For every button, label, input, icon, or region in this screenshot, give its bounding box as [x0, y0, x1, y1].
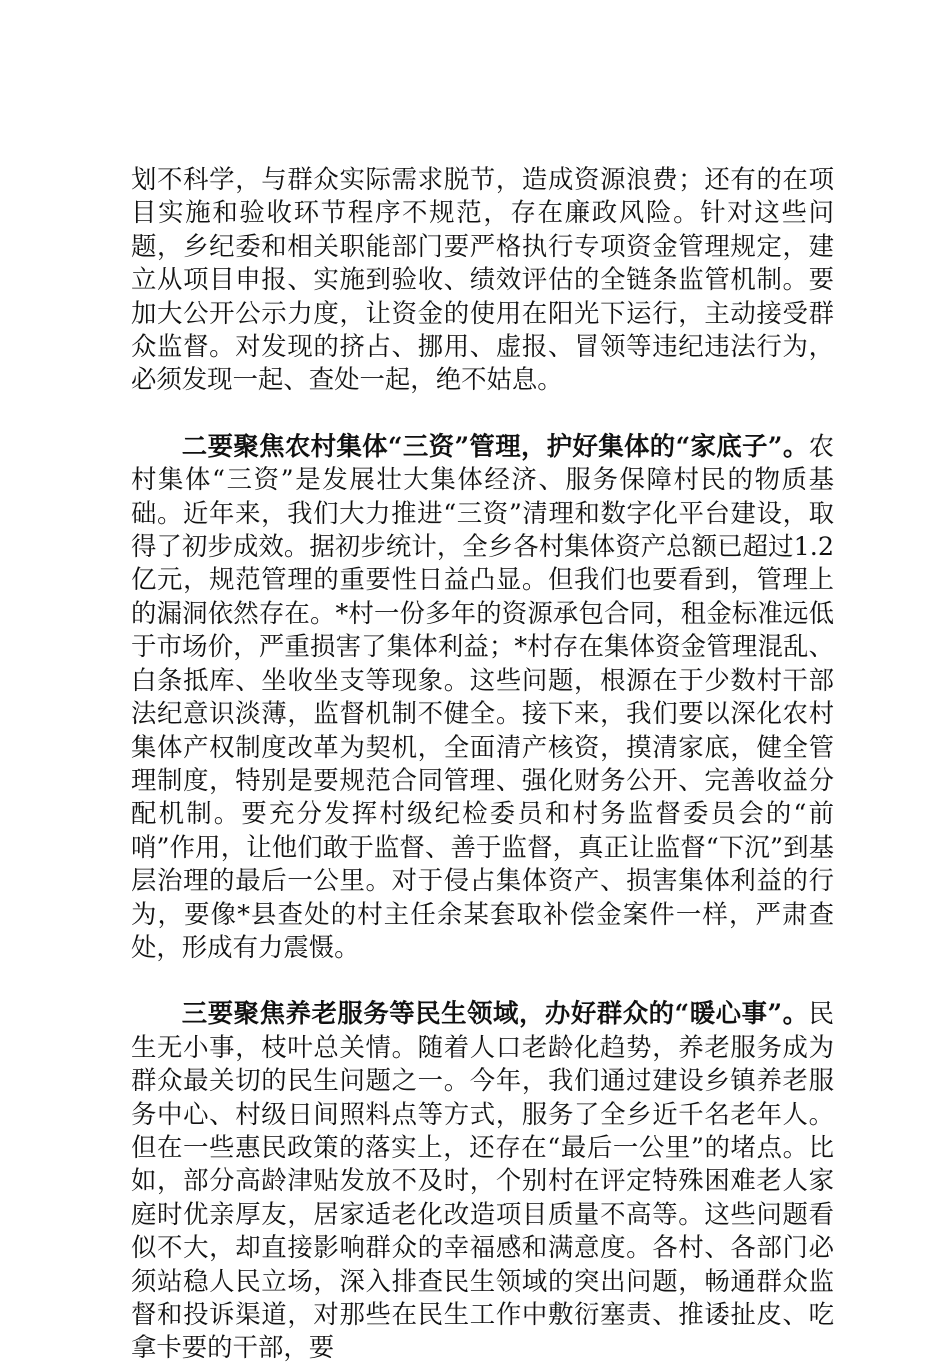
paragraph-2-text: 农村集体“三资”是发展壮大集体经济、服务保障村民的物质基础。近年来，我们大力推进“三资”清理和数字化平台建设，取得了初步成效。据初步统计，全乡各村集体资产总额已超过1.2亿元，规范管理的重要性日益凸显。但我们也要看到，管理上的漏洞依然存在。*村一份多年的资源承包合同，租金标准远低于市场价，严重损害了集体利益；*村存在集体资金管理混乱、白条抵库、坐收坐支等现象。这些问题，根源在于少数村干部法纪意识淡薄，监督机制不健全。接下来，我们要以深化农村集体产权制度改革为契机，全面清产核资，摸清家底，健全管理制度，特别是要规范合同管理、强化财务公开、完善收益分配机制。要充分发挥村级纪检委员和村务监督委员会的“前哨”作用，让他们敢于监督、善于监督，真正让监督“下沉”到基层治理的最后一公里。对于侵占集体资产、损害集体利益的行为，要像*县查处的村主任余某套取补偿金案件一样，严肃查处，形成有力震慑。: [131, 430, 834, 962]
paragraph-2-heading: 二要聚焦农村集体“三资”管理，护好集体的“家底子”。: [181, 430, 809, 461]
document-body: [131, 163, 834, 1365]
paragraph-1-text: 划不科学，与群众实际需求脱节，造成资源浪费；还有的在项目实施和验收环节程序不规范，存在廉政风险。针对这些问题，乡纪委和相关职能部门要严格执行专项资金管理规定，建立从项目申报、实施到验收、绩效评估的全链条监管机制。要加大公开公示力度，让资金的使用在阳光下运行，主动接受群众监督。对发现的挤占、挪用、虚报、冒领等违纪违法行为，必须发现一起、查处一起，绝不姑息。: [131, 164, 834, 395]
paragraph-3: [131, 997, 834, 1364]
paragraph-3-text: 民生无小事，枝叶总关情。随着人口老龄化趋势，养老服务成为群众最关切的民生问题之一。今年，我们通过建设乡镇养老服务中心、村级日间照料点等方式，服务了全乡近千名老年人。但在一些惠民政策的落实上，还存在“最后一公里”的堵点。比如，部分高龄津贴发放不及时，个别村在评定特殊困难老人家庭时优亲厚友，居家适老化改造项目质量不高等。这些问题看似不大，却直接影响群众的幸福感和满意度。各村、各部门必须站稳人民立场，深入排查民生领域的突出问题，畅通群众监督和投诉渠道，对那些在民生工作中敷衍塞责、推诿扯皮、吃拿卡要的干部，要: [131, 998, 834, 1363]
paragraph-1: [131, 163, 834, 397]
paragraph-2: [131, 430, 834, 965]
paragraph-3-heading: 三要聚焦养老服务等民生领域，办好群众的“暖心事”。: [181, 998, 809, 1029]
